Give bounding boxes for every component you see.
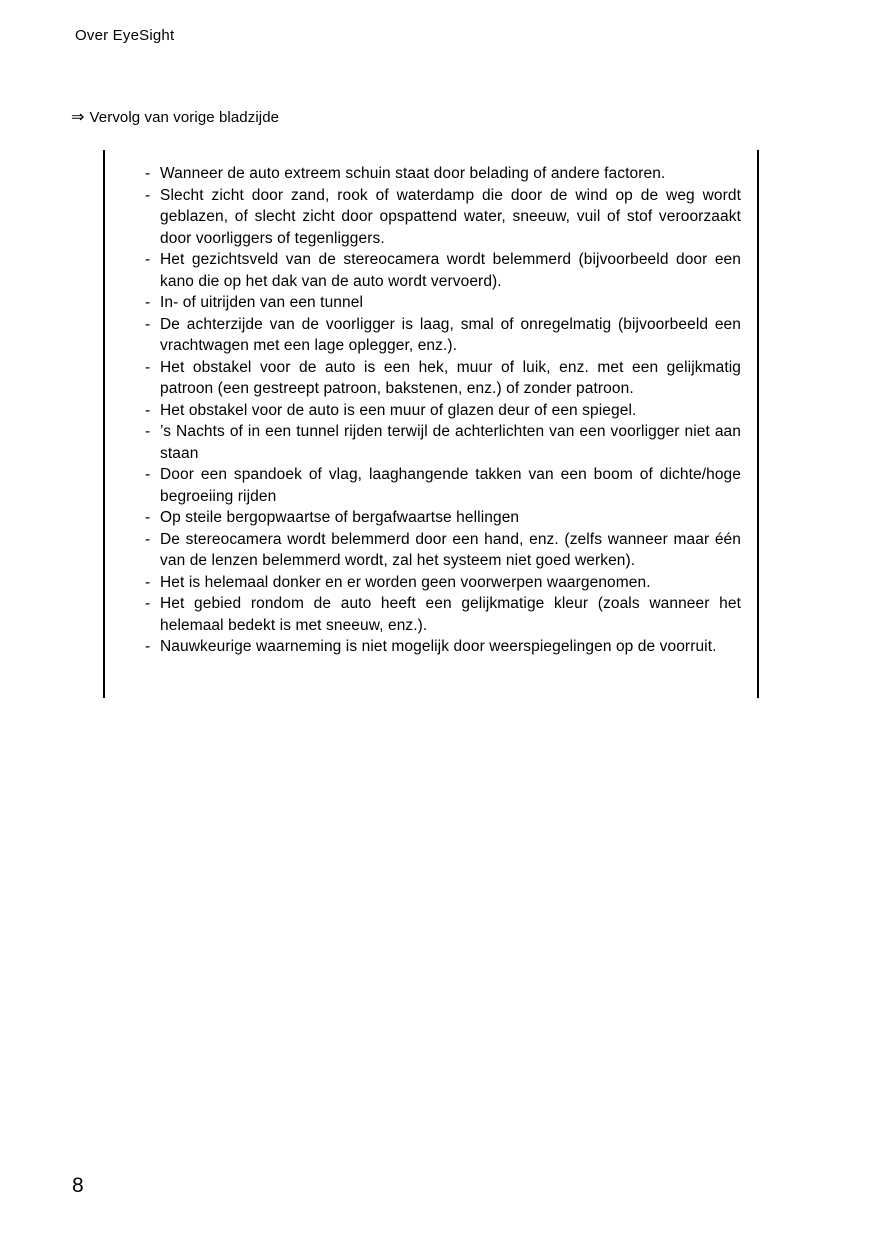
list-item-text: Het is helemaal donker en er worden geen voorwerpen waargenomen. xyxy=(160,573,651,591)
list-item-text: Het obstakel voor de auto is een muur of glazen deur of een spiegel. xyxy=(160,401,637,419)
list-item xyxy=(145,314,741,357)
dash-bullet: - xyxy=(145,315,151,333)
bullet-list xyxy=(145,163,741,658)
list-item xyxy=(145,572,741,594)
list-item-text: In- of uitrijden van een tunnel xyxy=(160,294,364,311)
continuation-note xyxy=(71,107,279,127)
dash-bullet: - xyxy=(145,251,151,268)
list-item-text: Het obstakel voor de auto is een hek, muur of luik, enz. met een gelijkmatig patroon (een gestreept patroon, bakstenen, enz.) of zonder patroon. xyxy=(160,358,741,397)
list-item xyxy=(145,593,741,636)
list-item xyxy=(145,636,741,658)
list-item xyxy=(145,529,741,572)
page-number: 8 xyxy=(72,1174,84,1197)
dash-bullet: - xyxy=(145,595,151,612)
dash-bullet: - xyxy=(145,509,151,526)
dash-bullet: - xyxy=(145,165,151,182)
list-item xyxy=(145,357,741,400)
dash-bullet: - xyxy=(145,358,151,376)
list-item-text: Wanneer de auto extreem schuin staat door belading of andere factoren. xyxy=(160,165,666,182)
continuation-note-text: Vervolg van vorige bladzijde xyxy=(89,109,280,126)
dash-bullet: - xyxy=(145,466,151,483)
page-header-title: Over EyeSight xyxy=(75,27,175,44)
dash-bullet: - xyxy=(145,573,151,591)
dash-bullet: - xyxy=(145,530,151,548)
bordered-list-container xyxy=(103,150,759,698)
list-item xyxy=(145,400,741,422)
list-item-text: Het gebied rondom de auto heeft een gelijkmatige kleur (zoals wanneer het helemaal bedekt is met sneeuw, enz.). xyxy=(160,595,741,634)
list-item-text: Door een spandoek of vlag, laaghangende takken van een boom of dichte/hoge begroeiing rijden xyxy=(160,466,741,505)
list-item xyxy=(145,185,741,250)
list-item-text: Slecht zicht door zand, rook of waterdamp die door de wind op de weg wordt geblazen, of slecht zicht door opspattend water, sneeuw, vuil of stof veroorzaakt door voorliggers of tegenliggers. xyxy=(160,186,741,247)
list-item-text: ’s Nachts of in een tunnel rijden terwijl de achterlichten van een voorligger niet aan staan xyxy=(160,423,741,462)
dash-bullet: - xyxy=(145,294,151,311)
list-item-text: Nauwkeurige waarneming is niet mogelijk door weerspiegelingen op de voorruit. xyxy=(160,638,717,655)
list-item-text: Het gezichtsveld van de stereocamera wordt belemmerd (bijvoorbeeld door een kano die op het dak van de auto wordt vervoerd). xyxy=(160,251,741,290)
list-item xyxy=(145,292,741,314)
list-item-text: De achterzijde van de voorligger is laag, smal of onregelmatig (bijvoorbeeld een vrachtwagen met een lage oplegger, enz.). xyxy=(160,315,741,354)
list-item xyxy=(145,421,741,464)
list-item-text: De stereocamera wordt belemmerd door een hand, enz. (zelfs wanneer maar één van de lenzen belemmerd wordt, zal het systeem niet goed werken). xyxy=(160,530,741,569)
dash-bullet: - xyxy=(145,638,151,655)
list-item-text: Op steile bergopwaartse of bergafwaartse hellingen xyxy=(160,509,520,526)
list-item xyxy=(145,163,741,185)
dash-bullet: - xyxy=(145,401,151,419)
dash-bullet: - xyxy=(145,423,151,440)
dash-bullet: - xyxy=(145,186,151,204)
list-item xyxy=(145,249,741,292)
list-item xyxy=(145,507,741,529)
list-item xyxy=(145,464,741,507)
double-arrow-icon: ⇒ xyxy=(71,109,85,126)
